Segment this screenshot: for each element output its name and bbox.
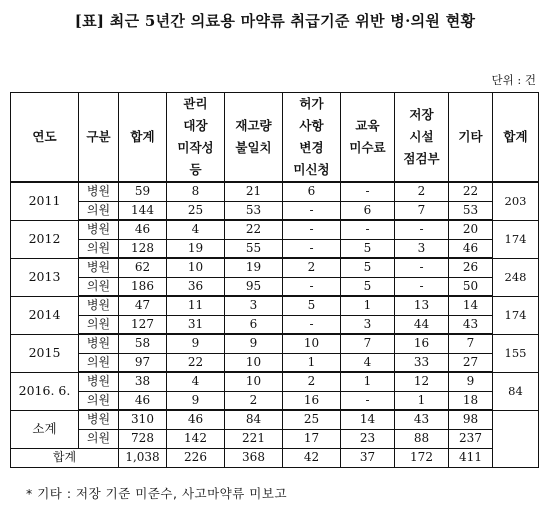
value-cell: 43 — [395, 410, 449, 429]
value-cell: 7 — [341, 334, 395, 353]
value-cell: 9 — [167, 334, 225, 353]
header-education — [341, 93, 395, 183]
value-cell: 19 — [225, 258, 283, 277]
table-row — [11, 220, 539, 239]
value-cell: - — [395, 277, 449, 296]
category-cell: 병원 — [79, 372, 119, 391]
value-cell: 84 — [225, 410, 283, 429]
value-cell: 62 — [119, 258, 167, 277]
value-cell: 728 — [119, 429, 167, 448]
value-cell: 13 — [395, 296, 449, 315]
header-permit — [283, 93, 341, 183]
table-row — [11, 391, 539, 410]
value-cell: - — [283, 239, 341, 258]
header-stock — [225, 93, 283, 183]
value-cell: 27 — [449, 353, 493, 372]
value-cell: - — [283, 201, 341, 220]
value-cell: 53 — [449, 201, 493, 220]
value-cell: 2 — [395, 182, 449, 201]
value-cell: 7 — [395, 201, 449, 220]
category-cell: 병원 — [79, 410, 119, 429]
grand-total-value: 1,038 — [119, 448, 167, 467]
value-cell: 21 — [225, 182, 283, 201]
grand-total-value: 42 — [283, 448, 341, 467]
table-row — [11, 239, 539, 258]
value-cell: - — [283, 315, 341, 334]
table-row — [11, 182, 539, 201]
table-row — [11, 372, 539, 391]
value-cell: 1 — [395, 391, 449, 410]
value-cell: 95 — [225, 277, 283, 296]
year-cell: 2011 — [11, 182, 79, 220]
value-cell: 6 — [283, 182, 341, 201]
value-cell: 237 — [449, 429, 493, 448]
value-cell: 26 — [449, 258, 493, 277]
value-cell: 59 — [119, 182, 167, 201]
value-cell: 144 — [119, 201, 167, 220]
value-cell: 16 — [283, 391, 341, 410]
year-cell: 2013 — [11, 258, 79, 296]
value-cell: 1 — [283, 353, 341, 372]
header-sum: 합계 — [119, 93, 167, 183]
value-cell: 46 — [119, 220, 167, 239]
total-cell — [493, 410, 539, 467]
category-cell: 의원 — [79, 315, 119, 334]
table-row — [11, 277, 539, 296]
value-cell: 22 — [225, 220, 283, 239]
value-cell: 14 — [449, 296, 493, 315]
value-cell: - — [341, 182, 395, 201]
value-cell: 46 — [167, 410, 225, 429]
total-cell: 174 — [493, 220, 539, 258]
table-title: [표] 최근 5년간 의료용 마약류 취급기준 위반 병·의원 현황 — [74, 12, 476, 30]
header-other: 기타 — [449, 93, 493, 183]
value-cell: 23 — [341, 429, 395, 448]
year-cell: 2015 — [11, 334, 79, 372]
value-cell: 53 — [225, 201, 283, 220]
value-cell: 1 — [341, 296, 395, 315]
table-row — [11, 353, 539, 372]
value-cell: 2 — [225, 391, 283, 410]
header-ledger — [167, 93, 225, 183]
value-cell: 19 — [167, 239, 225, 258]
value-cell: 10 — [283, 334, 341, 353]
value-cell: 3 — [341, 315, 395, 334]
violations-table — [10, 92, 539, 468]
value-cell: - — [283, 220, 341, 239]
category-cell: 의원 — [79, 277, 119, 296]
table-row — [11, 429, 539, 448]
category-cell: 의원 — [79, 353, 119, 372]
value-cell: - — [341, 391, 395, 410]
value-cell: 10 — [225, 353, 283, 372]
table-row — [11, 201, 539, 220]
value-cell: 25 — [283, 410, 341, 429]
value-cell: 1 — [341, 372, 395, 391]
table-row — [11, 296, 539, 315]
grand-total-label: 합계 — [11, 448, 119, 467]
category-cell: 의원 — [79, 239, 119, 258]
value-cell: 36 — [167, 277, 225, 296]
value-cell: - — [283, 277, 341, 296]
value-cell: 186 — [119, 277, 167, 296]
value-cell: 22 — [167, 353, 225, 372]
value-cell: 58 — [119, 334, 167, 353]
total-cell: 155 — [493, 334, 539, 372]
footnote: * 기타 : 저장 기준 미준수, 사고마약류 미보고 — [26, 486, 288, 501]
value-cell: 6 — [225, 315, 283, 334]
value-cell: 7 — [449, 334, 493, 353]
value-cell: 98 — [449, 410, 493, 429]
total-cell: 203 — [493, 182, 539, 220]
value-cell: 14 — [341, 410, 395, 429]
total-cell: 248 — [493, 258, 539, 296]
value-cell: 4 — [341, 353, 395, 372]
category-cell: 의원 — [79, 429, 119, 448]
table-row — [11, 258, 539, 277]
value-cell: 8 — [167, 182, 225, 201]
value-cell: 22 — [449, 182, 493, 201]
header-stock-label: 재고량 불일치 — [235, 118, 272, 155]
value-cell: 4 — [167, 372, 225, 391]
total-cell: 84 — [493, 372, 539, 410]
value-cell: 47 — [119, 296, 167, 315]
value-cell: 50 — [449, 277, 493, 296]
header-ledger-label: 관리 대장 미작성 등 — [177, 96, 214, 177]
value-cell: 142 — [167, 429, 225, 448]
header-permit-label: 허가 사항 변경 미신청 — [293, 96, 330, 177]
value-cell: 5 — [341, 239, 395, 258]
year-cell: 2014 — [11, 296, 79, 334]
value-cell: 9 — [167, 391, 225, 410]
grand-total-value: 411 — [449, 448, 493, 467]
grand-total-value: 172 — [395, 448, 449, 467]
value-cell: 25 — [167, 201, 225, 220]
value-cell: 31 — [167, 315, 225, 334]
value-cell: 2 — [283, 372, 341, 391]
value-cell: 43 — [449, 315, 493, 334]
value-cell: 88 — [395, 429, 449, 448]
category-cell: 병원 — [79, 182, 119, 201]
value-cell: 5 — [283, 296, 341, 315]
value-cell: 55 — [225, 239, 283, 258]
category-cell: 병원 — [79, 220, 119, 239]
value-cell: 3 — [395, 239, 449, 258]
value-cell: 127 — [119, 315, 167, 334]
table-body — [11, 182, 539, 467]
header-year: 연도 — [11, 93, 79, 183]
grand-total-row — [11, 448, 539, 467]
header-storage — [395, 93, 449, 183]
category-cell: 병원 — [79, 258, 119, 277]
value-cell: 16 — [395, 334, 449, 353]
value-cell: 5 — [341, 277, 395, 296]
value-cell: - — [395, 220, 449, 239]
value-cell: 38 — [119, 372, 167, 391]
value-cell: 10 — [167, 258, 225, 277]
value-cell: 46 — [119, 391, 167, 410]
table-row — [11, 315, 539, 334]
value-cell: 128 — [119, 239, 167, 258]
value-cell: 3 — [225, 296, 283, 315]
value-cell: 12 — [395, 372, 449, 391]
category-cell: 병원 — [79, 334, 119, 353]
table-row — [11, 410, 539, 429]
value-cell: 33 — [395, 353, 449, 372]
grand-total-value: 37 — [341, 448, 395, 467]
value-cell: 97 — [119, 353, 167, 372]
grand-total-value: 226 — [167, 448, 225, 467]
grand-total-value: 368 — [225, 448, 283, 467]
header-education-label: 교육 미수료 — [349, 118, 386, 155]
value-cell: 9 — [449, 372, 493, 391]
header-storage-label: 저장 시설 점검부 — [403, 107, 440, 166]
value-cell: 46 — [449, 239, 493, 258]
year-cell: 2012 — [11, 220, 79, 258]
header-category: 구분 — [79, 93, 119, 183]
year-cell: 2016. 6. — [11, 372, 79, 410]
value-cell: 310 — [119, 410, 167, 429]
category-cell: 의원 — [79, 201, 119, 220]
value-cell: 2 — [283, 258, 341, 277]
value-cell: 44 — [395, 315, 449, 334]
value-cell: 20 — [449, 220, 493, 239]
category-cell: 병원 — [79, 296, 119, 315]
year-cell: 소계 — [11, 410, 79, 448]
unit-label: 단위 : 건 — [491, 73, 536, 87]
value-cell: 18 — [449, 391, 493, 410]
value-cell: 11 — [167, 296, 225, 315]
header-total: 합계 — [493, 93, 539, 183]
value-cell: 10 — [225, 372, 283, 391]
value-cell: 4 — [167, 220, 225, 239]
table-row — [11, 334, 539, 353]
total-cell: 174 — [493, 296, 539, 334]
header-row — [11, 93, 539, 183]
value-cell: - — [395, 258, 449, 277]
value-cell: - — [341, 220, 395, 239]
value-cell: 6 — [341, 201, 395, 220]
category-cell: 의원 — [79, 391, 119, 410]
value-cell: 17 — [283, 429, 341, 448]
value-cell: 9 — [225, 334, 283, 353]
value-cell: 5 — [341, 258, 395, 277]
value-cell: 221 — [225, 429, 283, 448]
